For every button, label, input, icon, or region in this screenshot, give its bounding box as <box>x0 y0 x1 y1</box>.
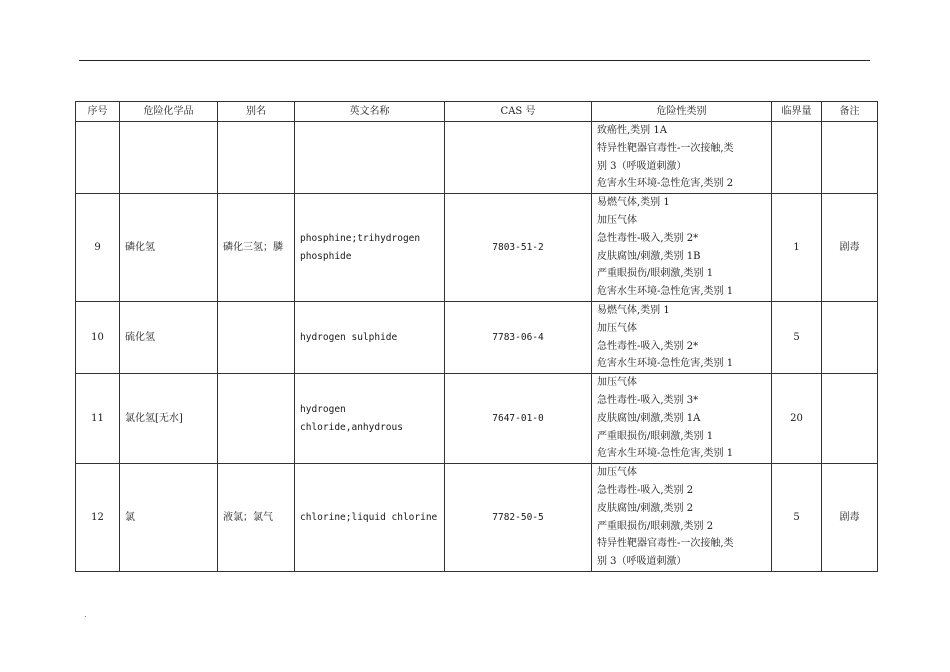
english-line: chlorine;liquid chlorine <box>300 511 438 523</box>
cell-alias <box>218 301 295 373</box>
cell-no: 11 <box>76 374 120 464</box>
col-header-threshold: 临界量 <box>772 102 822 122</box>
cell-english <box>295 464 445 572</box>
english-line: chloride,anhydrous <box>300 421 403 433</box>
hazard-line: 急性毒性-吸入,类别 2* <box>597 232 699 244</box>
hazard-line: 特异性靶器官毒性-一次接触,类 <box>597 538 734 550</box>
hazard-line: 特异性靶器官毒性-一次接触,类 <box>597 142 734 154</box>
cell-english <box>295 374 445 464</box>
hazard-line: 易燃气体,类别 1 <box>597 197 670 209</box>
cell-alias: 液氯；氯气 <box>218 464 295 572</box>
hazard-line: 急性毒性-吸入,类别 2 <box>597 484 694 496</box>
cell-english <box>295 301 445 373</box>
hazard-line: 皮肤腐蚀/刺激,类别 1A <box>597 412 701 424</box>
hazard-line: 加压气体 <box>597 214 637 226</box>
cell-threshold: 20 <box>772 374 822 464</box>
cell-threshold <box>772 122 822 194</box>
hazard-line: 危害水生环境-急性危害,类别 1 <box>597 286 734 298</box>
hazard-line: 危害水生环境-急性危害,类别 1 <box>597 358 734 370</box>
hazard-line: 严重眼损伤/眼刺激,类别 1 <box>597 268 714 280</box>
cell-alias: 磷化三氢；膦 <box>218 194 295 302</box>
col-header-hazard: 危险性类别 <box>592 102 772 122</box>
cell-alias <box>218 374 295 464</box>
hazard-line: 加压气体 <box>597 467 637 479</box>
cell-alias <box>218 122 295 194</box>
cell-hazard <box>592 374 772 464</box>
col-header-english: 英文名称 <box>295 102 445 122</box>
cell-english <box>295 194 445 302</box>
cell-name: 氯 <box>120 464 218 572</box>
cell-cas: 7783-06-4 <box>445 301 592 373</box>
hazardous-chemicals-table <box>75 101 878 572</box>
cell-cas: 7647-01-0 <box>445 374 592 464</box>
table-row <box>76 301 878 373</box>
cell-cas <box>445 122 592 194</box>
col-header-note: 备注 <box>822 102 878 122</box>
cell-no <box>76 122 120 194</box>
cell-name: 硫化氢 <box>120 301 218 373</box>
cell-cas: 7803-51-2 <box>445 194 592 302</box>
cell-name <box>120 122 218 194</box>
cell-no: 9 <box>76 194 120 302</box>
hazard-line: 别 3（呼吸道刺激） <box>597 556 687 568</box>
hazard-line: 加压气体 <box>597 322 637 334</box>
cell-hazard <box>592 122 772 194</box>
english-line: hydrogen sulphide <box>300 331 398 343</box>
cell-note <box>822 374 878 464</box>
table-row <box>76 122 878 194</box>
cell-threshold: 5 <box>772 301 822 373</box>
hazard-line: 严重眼损伤/眼刺激,类别 1 <box>597 430 714 442</box>
col-header-no: 序号 <box>76 102 120 122</box>
english-line: hydrogen <box>300 403 346 415</box>
hazard-line: 急性毒性-吸入,类别 3* <box>597 394 699 406</box>
hazard-line: 加压气体 <box>597 377 637 389</box>
table-row <box>76 374 878 464</box>
cell-cas: 7782-50-5 <box>445 464 592 572</box>
cell-threshold: 1 <box>772 194 822 302</box>
cell-note <box>822 301 878 373</box>
header-corner-mark: . <box>865 54 868 63</box>
english-line: phosphine;trihydrogen <box>300 232 421 244</box>
hazard-line: 危害水生环境-急性危害,类别 2 <box>597 178 734 190</box>
table-row <box>76 464 878 572</box>
cell-no: 12 <box>76 464 120 572</box>
cell-name: 氯化氢[无水] <box>120 374 218 464</box>
col-header-cas: CAS 号 <box>445 102 592 122</box>
cell-name: 磷化氢 <box>120 194 218 302</box>
col-header-name: 危险化学品 <box>120 102 218 122</box>
hazard-line: 严重眼损伤/眼刺激,类别 2 <box>597 520 714 532</box>
cell-hazard <box>592 194 772 302</box>
cell-hazard <box>592 301 772 373</box>
cell-hazard <box>592 464 772 572</box>
cell-note: 剧毒 <box>822 464 878 572</box>
cell-threshold: 5 <box>772 464 822 572</box>
header-rule <box>79 60 870 61</box>
footer-corner-mark: . <box>84 610 87 619</box>
hazard-line: 急性毒性-吸入,类别 2* <box>597 340 699 352</box>
col-header-alias: 别名 <box>218 102 295 122</box>
cell-english <box>295 122 445 194</box>
cell-no: 10 <box>76 301 120 373</box>
table-header-row <box>76 102 878 122</box>
hazard-line: 危害水生环境-急性危害,类别 1 <box>597 448 734 460</box>
english-line: phosphide <box>300 250 352 262</box>
cell-note <box>822 122 878 194</box>
table-row <box>76 194 878 302</box>
hazard-line: 皮肤腐蚀/刺激,类别 1B <box>597 250 701 262</box>
cell-note: 剧毒 <box>822 194 878 302</box>
hazard-line: 别 3（呼吸道刺激） <box>597 160 687 172</box>
hazard-line: 致癌性,类别 1A <box>597 125 667 136</box>
hazard-line: 易燃气体,类别 1 <box>597 304 670 316</box>
hazard-line: 皮肤腐蚀/刺激,类别 2 <box>597 502 694 514</box>
